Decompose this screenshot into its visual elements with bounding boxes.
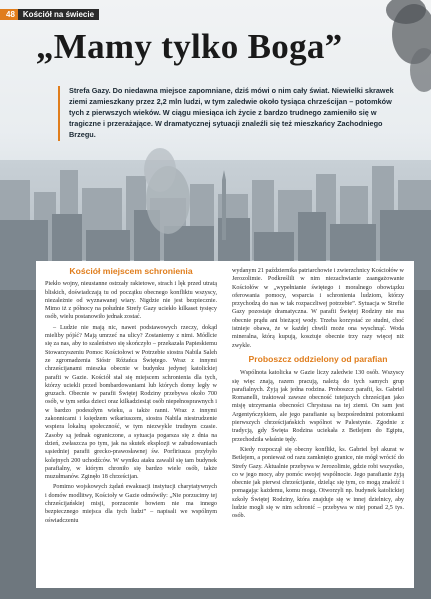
paragraph: wydanym 21 października patriarchowie i zwierzchnicy Kościołów w Jerozolimie. Podkreślili w nim niezachwianie zaangażowanie Kościołów w „wypełnianie świętego i moralnego obowiązku oferowania pomocy, wsparcia i schronienia ludziom, którzy przychodzą do nas w tak rozpaczliwej potrzebie”. Sytuacja w Strefie Gazy pozostaje dramatyczna. W parafii Świętej Rodziny nie ma obecnie prądu ani bieżącej wody. Trzeba korzystać ze studni, choć istnieje obawa, że w każdej chwili może ona wyschnąć. Woda mineralna, którą kupują, kosztuje obecnie trzy razy więcej niż zwykle.: [232, 268, 404, 349]
page-number: 48: [0, 9, 18, 20]
paragraph: – Ludzie nie mają nic, nawet podstawowych rzeczy, dokąd mieliby pójść? Mają umrzeć na ulicy? Zostaniemy z nimi. Módlcie się za nas, aby to szaleństwo się skończyło – przekazała Papieskiemu Stowarzyszeniu Pomoc Kościołowi w Potrzebie siostra Nabila Saleh ze zgromadzenia Sióstr Różańca Świętego. Wraz z innymi chrześcijanami mieszka obecnie w budynku jedynej katolickiej parafii w Gazie. Kościół stał się miejscem schronienia dla tych, którzy uciekli przed bombardowaniami lub których domy legły w gruzach. Obecnie w parafii Świętej Rodziny przebywa około 700 osób, w tym setka dzieci oraz kilkadziesiąt osób niepełnosprawnych i w bardzo podeszłym wieku, a także ranni. Wraz z innymi zakonnicami i księdzem wikariuszem, siostra Nabila niestrudzenie wspiera lokalną społeczność, w tym niezwykle trudnym czasie. Zasoby są jednak ograniczone, a sytuacja pogarsza się z dnia na dzień, zwłaszcza po tym, jak na skutek eksplozji w zabudowaniach sąsiedniej parafii grecko-prawosławnej św. Porfiriusza przybyło kolejnych 200 uchodźców. W wyniku ataku zawalił się tam budynek parafialny, w którym chroniło się bardzo wiele osób, także muzułmanów. Zginęło 18 chrześcijan.: [45, 324, 217, 481]
paragraph: Wspólnota katolicka w Gazie liczy zaledwie 130 osób. Wszyscy się więc znają, razem pracują, należą do tych samych grup parafialnych. Żyją jak jedna rodzina. Proboszcz parafii, ks. Gabriel Romanelli, traktował zawsze obecność tutejszych chrześcijan jako misję utrzymania obecności Chrystusa na tej ziemi. On sam jest Argentyńczykiem, ale jego parafianie są bezpośrednimi potomkami pierwszych chrześcijańskich wspólnot w Palestynie. Zgodnie z tradycją, gdy Święta Rodzina uciekała z Betlejem do Egiptu, przechodziła właśnie tędy.: [232, 370, 404, 443]
article-column-right: [232, 267, 404, 523]
paragraph: Kiedy rozpoczął się obecny konflikt, ks. Gabriel był akurat w Betlejem, a ponieważ od razu zamknięto granice, nie mógł wrócić do Strefy Gazy. Aktualnie przebywa w Jerozolimie, gdzie robi wszystko, co w jego mocy, aby pomóc swojej wspólnocie. Jego parafianie żyją obecnie jak pierwsi chrześcijanie, dzieląc się tym, co mogą znaleźć i pomagając każdemu, komu mogą. Otworzyli np. budynek katolickiej szkoły Świętej Rodziny, która znajduje się w innej dzielnicy, aby ludzie mogli się w nim schronić – przebywa w niej ponad 2,5 tys. osób.: [232, 446, 404, 520]
section-heading-shelter: Kościół miejscem schronienia: [69, 266, 193, 276]
paragraph: Piekło wojny, nieustanne ostrzały rakietowe, strach i lęk przed utratą bliskich, doświadczają tu od początku obecnego konfliktu wszyscy, niezależnie od wyznawanej wiary. Nigdzie nie jest bezpiecznie. Mimo iż z północy na południe Strefy Gazy uciekło kilkaset tysięcy osób, wielu postanowiło jednak zostać.: [45, 281, 217, 321]
article-body: [36, 261, 414, 588]
section-label: Kościół na świecie: [18, 9, 99, 20]
section-heading-parish-priest: Proboszcz oddzielony od parafian: [248, 353, 388, 364]
article-title: „Mamy tylko Boga”: [36, 27, 343, 66]
lead-paragraph: [58, 86, 397, 141]
paragraph: Pomimo wojskowych żądań ewakuacji instytucji charytatywnych i domów modlitwy, Kościoły w Gazie odmówiły: „Nie porzucimy tej chrześcijańskiej misji, porzucenie bowiem nie ma innego bezpiecznego miejsca dla tych ludzi” – napisali we wspólnym oświadczeniu: [45, 484, 217, 524]
lead-text: Strefa Gazy. Do niedawna miejsce zapomniane, dziś mówi o nim cały świat. Niewielki skrawek ziemi zamieszkany przez 2,2 mln ludzi, w tym zaledwie około tysiąca chrześcijan – potomków tych z pierwszych wieków. W ciągu miesiąca ich życie z bardzo trudnego zamieniło się w tragiczne i przerażające. W dramatycznej sytuacji znaleźli się też mieszkańcy Zachodniego Brzegu.: [69, 86, 394, 139]
running-header: [0, 9, 99, 20]
article-column-left: [45, 267, 217, 527]
